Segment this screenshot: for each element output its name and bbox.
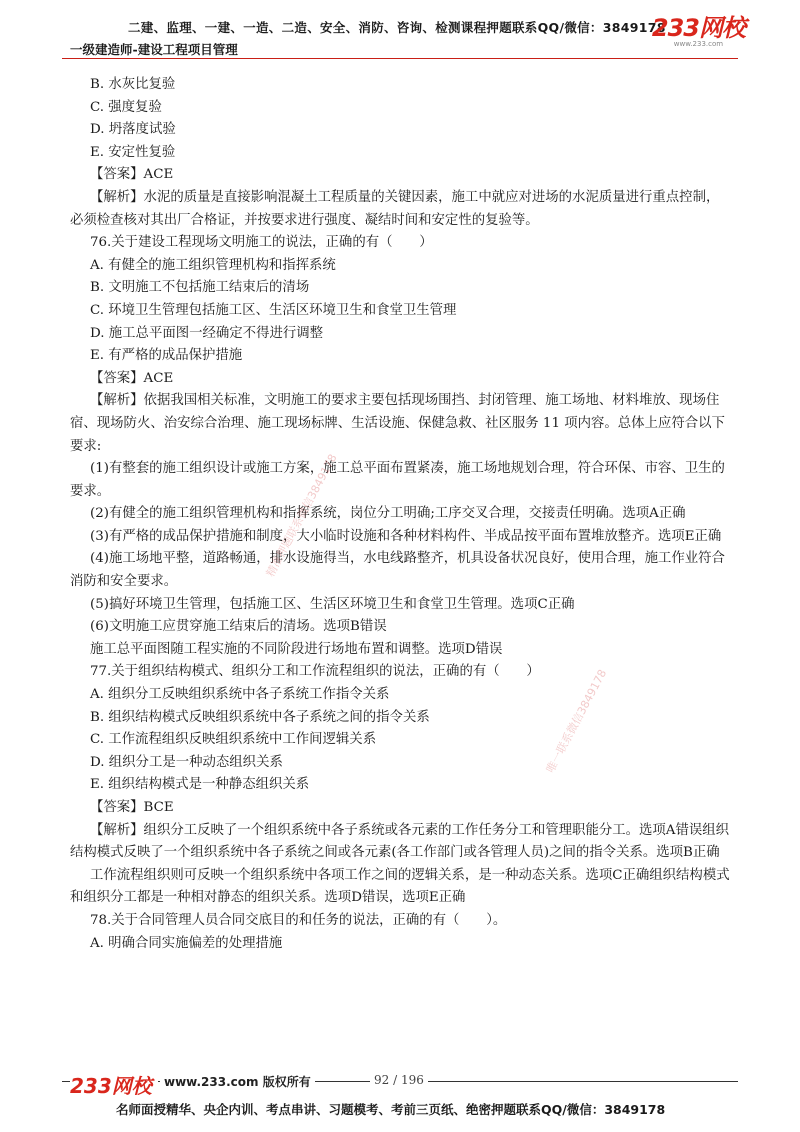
text-paragraph: 【解析】水泥的质量是直接影响混凝土工程质量的关键因素，施工中就应对进场的水泥质量进行重点控制，必须检查核对其出厂合格证，并按要求进行强度、凝结时间和安定性的复验等。 — [70, 189, 720, 228]
logo-text: 233网校 — [651, 14, 745, 42]
text-paragraph: (5)搞好环境卫生管理，包括施工区、生活区环境卫生和食堂卫生管理。选项C正确 — [90, 596, 575, 612]
watermark-1: 精准押题联系微信3849178 — [263, 451, 340, 580]
text-paragraph: B. 组织结构模式反映组织系统中各子系统之间的指令关系 — [90, 709, 430, 725]
text-paragraph: A. 明确合同实施偏差的处理措施 — [90, 935, 283, 951]
text-paragraph: D. 施工总平面图一经确定不得进行调整 — [90, 325, 324, 341]
watermark-2: 唯一联系微信3849178 — [543, 667, 610, 776]
page-number: 92 / 196 — [370, 1073, 428, 1087]
text-paragraph: (3)有严格的成品保护措施和制度，大小临时设施和各种材料构件、半成品按平面布置堆放整齐。选项E正确 — [90, 528, 722, 544]
text-paragraph: 【答案】BCE — [90, 800, 174, 815]
text-paragraph: (1)有整套的施工组织设计或施工方案，施工总平面布置紧凑，施工场地规划合理，符合环保、市容、卫生的要求。 — [70, 461, 725, 499]
text-paragraph: C. 环境卫生管理包括施工区、生活区环境卫生和食堂卫生管理 — [90, 302, 457, 318]
text-paragraph: A. 有健全的施工组织管理机构和指挥系统 — [90, 257, 336, 273]
text-paragraph: B. 水灰比复验 — [90, 77, 176, 92]
text-paragraph: A. 组织分工反映组织系统中各子系统工作指令关系 — [90, 687, 390, 703]
text-paragraph: (2)有健全的施工组织管理机构和指挥系统，岗位分工明确;工序交叉合理，交接责任明确。选项A正确 — [90, 506, 686, 522]
header-contact-line: 二建、监理、一建、一造、二造、安全、消防、咨询、检测课程押题联系QQ/微信：3849178 — [128, 20, 666, 35]
text-paragraph: 工作流程组织则可反映一个组织系统中各项工作之间的逻辑关系，是一种动态关系。选项C正确组织结构模式和组织分工都是一种相对静态的组织关系。选项D错误，选项E正确 — [70, 867, 730, 906]
text-paragraph: 【解析】组织分工反映了一个组织系统中各子系统或各元素的工作任务分工和管理职能分工。选项A错误组织结构模式反映了一个组织系统中各子系统之间或各元素(各工作部门或各管理人员)之间的指令关系。选项B正确 — [70, 822, 730, 861]
document-body — [70, 74, 730, 955]
header-subject: 一级建造师-建设工程项目管理 — [70, 42, 238, 57]
text-paragraph: E. 有严格的成品保护措施 — [90, 348, 243, 364]
text-paragraph: C. 工作流程组织反映组织系统中工作间逻辑关系 — [90, 732, 377, 748]
brand-logo — [652, 16, 745, 48]
text-paragraph: 77.关于组织结构模式、组织分工和工作流程组织的说法，正确的有（ ） — [90, 664, 540, 680]
footer-promo-line: 名师面授精华、央企内训、考点串讲、习题模考、考前三页纸、绝密押题联系QQ/微信：3849178 — [116, 1102, 666, 1117]
text-paragraph: 【答案】ACE — [90, 167, 174, 183]
footer-copyright: www.233.com 版权所有 — [160, 1073, 315, 1090]
header-divider — [62, 58, 738, 59]
text-paragraph: 【解析】依据我国相关标准，文明施工的要求主要包括现场围挡、封闭管理、施工场地、材料堆放、现场住宿、现场防火、治安综合治理、施工现场标牌、生活设施、保健急救、社区服务 11 项内容。总体上应符合以下要求: — [70, 393, 725, 454]
footer-logo: 233网校 — [70, 1070, 158, 1099]
text-paragraph: D. 坍落度试验 — [90, 122, 176, 138]
text-paragraph: C. 强度复验 — [90, 99, 162, 115]
text-paragraph: E. 组织结构模式是一种静态组织关系 — [90, 777, 310, 793]
text-paragraph: 76.关于建设工程现场文明施工的说法，正确的有（ ） — [90, 235, 433, 251]
text-paragraph: B. 文明施工不包括施工结束后的清场 — [90, 280, 310, 296]
text-paragraph: (4)施工场地平整，道路畅通，排水设施得当，水电线路整齐，机具设备状况良好，使用合理，施工作业符合消防和安全要求。 — [70, 551, 725, 590]
text-paragraph: 78.关于合同管理人员合同交底目的和任务的说法，正确的有（ ）。 — [90, 912, 507, 928]
text-paragraph: (6)文明施工应贯穿施工结束后的清场。选项B错误 — [90, 619, 387, 635]
text-paragraph: D. 组织分工是一种动态组织关系 — [90, 754, 283, 770]
text-paragraph: 施工总平面图随工程实施的不同阶段进行场地布置和调整。选项D错误 — [90, 641, 503, 657]
text-paragraph: 【答案】ACE — [90, 370, 174, 386]
text-paragraph: E. 安定性复验 — [90, 144, 176, 160]
logo-url: www.233.com — [673, 40, 724, 48]
